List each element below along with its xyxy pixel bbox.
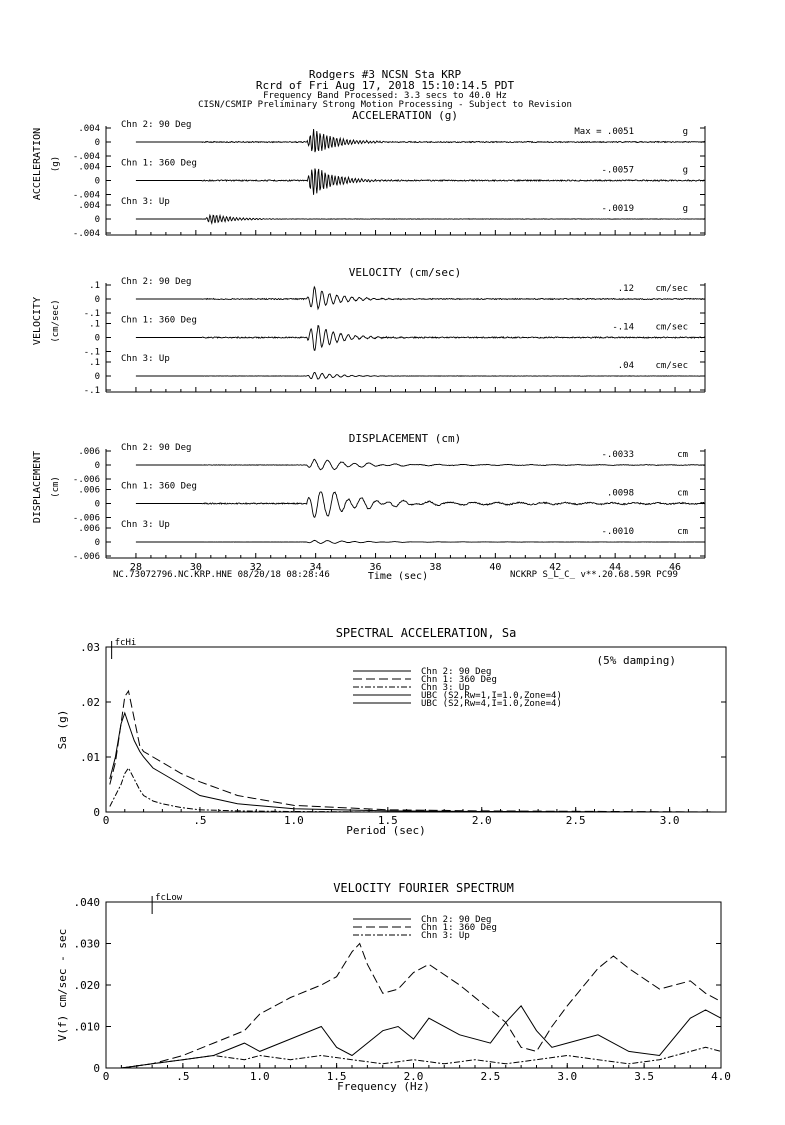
x-tick-label: 42 xyxy=(549,562,562,573)
x-tick-label: 28 xyxy=(129,562,142,573)
x-tick-label: 1.5 xyxy=(326,1070,347,1083)
footer-right: NCKRP S_L_C_ v**.20.68.59R PC99 xyxy=(510,570,678,580)
y-tick-label: -.1 xyxy=(83,347,100,358)
peak-label: -.0033 xyxy=(601,450,634,460)
fourier-spectrum-chart xyxy=(56,881,731,1093)
x-tick-label: 3.5 xyxy=(634,1070,655,1083)
legend-label: Chn 3: Up xyxy=(421,931,470,941)
x-tick-label: 34 xyxy=(309,562,322,573)
y-tick-label: .006 xyxy=(78,524,100,534)
x-tick-label: 2.5 xyxy=(565,814,586,827)
peak-label: .04 xyxy=(617,361,634,371)
channel-1 xyxy=(84,316,705,358)
peak-label: -.0010 xyxy=(601,527,634,537)
y-tick-label: .02 xyxy=(80,696,100,709)
x-tick-label: .5 xyxy=(193,814,207,827)
y-tick-label: .006 xyxy=(78,447,100,457)
waveform-trace xyxy=(136,372,705,379)
channel-1 xyxy=(73,159,705,201)
legend-entry xyxy=(353,699,562,709)
peak-unit: cm/sec xyxy=(655,361,688,371)
series-line-2 xyxy=(121,1047,721,1068)
x-tick-label: 2.0 xyxy=(403,1070,424,1083)
channel-name: Chn 3: Up xyxy=(121,520,170,530)
x-tick-label: 32 xyxy=(249,562,262,573)
panel-0 xyxy=(32,109,705,239)
time-series-panels xyxy=(32,109,705,582)
x-axis-label: Frequency (Hz) xyxy=(337,1080,430,1093)
x-tick-label: 36 xyxy=(369,562,382,573)
y-tick-label: 0 xyxy=(93,806,100,819)
header-line4: CISN/CSMIP Preliminary Strong Motion Processing - Subject to Revision xyxy=(198,100,572,110)
header-line3: Frequency Band Processed: 3.3 secs to 40.0 Hz xyxy=(263,91,507,101)
legend-label: Chn 3: Up xyxy=(421,683,470,693)
x-tick-label: 2.5 xyxy=(480,1070,501,1083)
y-tick-label: .004 xyxy=(78,162,100,173)
legend-entry xyxy=(353,931,470,941)
header-line2: Rcrd of Fri Aug 17, 2018 15:10:14.5 PDT xyxy=(255,79,515,92)
x-tick-label: 38 xyxy=(429,562,442,573)
y-tick-label: 0 xyxy=(94,538,100,548)
channel-name: Chn 1: 360 Deg xyxy=(121,158,197,169)
x-tick-label: 40 xyxy=(489,562,502,573)
peak-unit: cm xyxy=(677,527,688,537)
peak-label: .0098 xyxy=(606,488,634,499)
channel-0 xyxy=(73,120,705,162)
y-tick-label: 0 xyxy=(94,372,100,382)
channel-2 xyxy=(73,520,705,562)
x-tick-label: 46 xyxy=(669,562,682,573)
series-line-1 xyxy=(110,691,726,812)
y-tick-label: .006 xyxy=(78,485,100,496)
panel-ylabel: VELOCITY xyxy=(32,296,43,346)
x-tick-label: 3.0 xyxy=(557,1070,578,1083)
legend-label: Chn 2: 90 Deg xyxy=(421,667,492,677)
channel-2 xyxy=(84,354,705,396)
panel-ylabel: DISPLACEMENT xyxy=(32,450,43,524)
x-tick-label: 2.0 xyxy=(471,814,492,827)
header-line1: Rodgers #3 NCSN Sta KRP xyxy=(308,68,462,81)
plot-frame xyxy=(106,647,726,812)
peak-unit: g xyxy=(682,204,688,214)
x-axis-label: Period (sec) xyxy=(346,824,426,837)
y-tick-label: .004 xyxy=(78,124,100,134)
channel-0 xyxy=(84,277,705,319)
peak-unit: cm/sec xyxy=(655,322,688,333)
y-tick-label: -.006 xyxy=(72,475,100,485)
y-tick-label: -.006 xyxy=(72,552,100,562)
x-tick-label: 3.0 xyxy=(659,814,680,827)
plot-frame xyxy=(106,902,721,1068)
chart-title: VELOCITY FOURIER SPECTRUM xyxy=(333,881,514,895)
peak-label: .12 xyxy=(617,284,634,294)
y-tick-label: .01 xyxy=(80,751,100,764)
channel-2 xyxy=(73,197,705,239)
channel-name: Chn 3: Up xyxy=(121,197,170,207)
panel-title: VELOCITY (cm/sec) xyxy=(348,266,462,279)
channel-name: Chn 2: 90 Deg xyxy=(121,277,192,287)
y-tick-label: 0 xyxy=(94,295,100,305)
y-tick-label: 0 xyxy=(94,333,100,344)
x-tick-label: 4.0 xyxy=(711,1070,731,1083)
legend-label: Chn 2: 90 Deg xyxy=(421,915,492,925)
legend-label: Chn 1: 360 Deg xyxy=(421,675,497,685)
channel-name: Chn 2: 90 Deg xyxy=(121,443,192,453)
peak-label: -.14 xyxy=(612,322,634,333)
panel-yunit: (cm/sec) xyxy=(51,299,61,343)
y-tick-label: 0 xyxy=(94,461,100,471)
peak-unit: g xyxy=(682,127,688,137)
x-tick-label: 1.0 xyxy=(249,1070,270,1083)
y-tick-label: 0 xyxy=(94,215,100,225)
x-tick-label: .5 xyxy=(176,1070,190,1083)
y-tick-label: -.1 xyxy=(83,309,100,319)
peak-label: Max = .0051 xyxy=(574,127,634,137)
series-line-0 xyxy=(110,713,726,812)
y-tick-label: -.1 xyxy=(83,386,100,396)
x-tick-label: 1.0 xyxy=(283,814,304,827)
chart-title: SPECTRAL ACCELERATION, Sa xyxy=(335,626,517,640)
panel-ylabel: ACCELERATION xyxy=(32,127,43,201)
damping-annotation: (5% damping) xyxy=(596,654,676,667)
y-tick-label: .004 xyxy=(78,201,100,211)
spectral-acceleration-chart xyxy=(56,626,726,837)
y-tick-label: .010 xyxy=(73,1020,100,1034)
panel-title: DISPLACEMENT (cm) xyxy=(348,432,462,445)
cutoff-marker-label: fcHi xyxy=(114,638,137,648)
channel-name: Chn 1: 360 Deg xyxy=(121,481,197,492)
x-tick-label: 44 xyxy=(609,562,622,573)
peak-unit: cm xyxy=(677,488,688,499)
channel-1 xyxy=(73,482,705,524)
x-tick-label: 0 xyxy=(102,814,110,827)
legend-label: UBC (S2,Rw=1,I=1.0,Zone=4) xyxy=(421,691,562,701)
panel-yunit: (g) xyxy=(51,155,61,173)
y-axis-label: V(f) cm/sec - sec xyxy=(56,928,69,1042)
y-tick-label: 0 xyxy=(94,138,100,148)
series-line-0 xyxy=(121,1006,721,1068)
y-tick-label: -.004 xyxy=(72,152,100,162)
y-tick-label: .1 xyxy=(89,358,100,368)
y-tick-label: .020 xyxy=(73,979,100,992)
x-axis-label: Time (sec) xyxy=(367,571,429,582)
legend-label: UBC (S2,Rw=4,I=1.0,Zone=4) xyxy=(421,699,562,709)
peak-unit: cm xyxy=(677,450,688,460)
panel-2 xyxy=(32,432,705,582)
y-tick-label: .03 xyxy=(80,641,100,654)
peak-label: -.0057 xyxy=(601,165,634,176)
panel-yunit: (cm) xyxy=(51,476,61,498)
peak-label: -.0019 xyxy=(601,204,634,214)
series-line-1 xyxy=(121,944,721,1069)
legend-label: Chn 1: 360 Deg xyxy=(421,923,497,933)
y-tick-label: -.004 xyxy=(72,229,100,239)
panel-title: ACCELERATION (g) xyxy=(352,109,458,122)
panel-1 xyxy=(32,266,705,396)
channel-name: Chn 1: 360 Deg xyxy=(121,315,197,326)
y-tick-label: .1 xyxy=(89,319,100,330)
waveform-trace xyxy=(136,215,705,223)
peak-unit: g xyxy=(682,165,688,176)
channel-0 xyxy=(73,443,705,485)
y-tick-label: 0 xyxy=(93,1062,100,1075)
channel-name: Chn 3: Up xyxy=(121,354,170,364)
footer-left: NC.73072796.NC.KRP.HNE 08/20/18 08:28:46 xyxy=(113,570,330,580)
y-tick-label: 0 xyxy=(94,176,100,187)
cutoff-marker-label: fcLow xyxy=(155,893,183,903)
y-axis-label: Sa (g) xyxy=(56,709,69,750)
waveform-trace xyxy=(136,459,705,470)
series-line-2 xyxy=(110,768,726,812)
x-tick-label: 1.5 xyxy=(377,814,398,827)
x-tick-label: 0 xyxy=(102,1070,110,1083)
y-tick-label: .1 xyxy=(89,281,100,291)
channel-name: Chn 2: 90 Deg xyxy=(121,120,192,130)
y-tick-label: -.006 xyxy=(72,513,100,524)
waveform-trace xyxy=(136,540,705,543)
y-tick-label: 0 xyxy=(94,499,100,510)
peak-unit: cm/sec xyxy=(655,284,688,294)
y-tick-label: .040 xyxy=(73,896,100,909)
y-tick-label: .030 xyxy=(73,937,100,951)
y-tick-label: -.004 xyxy=(72,190,100,201)
x-tick-label: 30 xyxy=(189,562,202,573)
